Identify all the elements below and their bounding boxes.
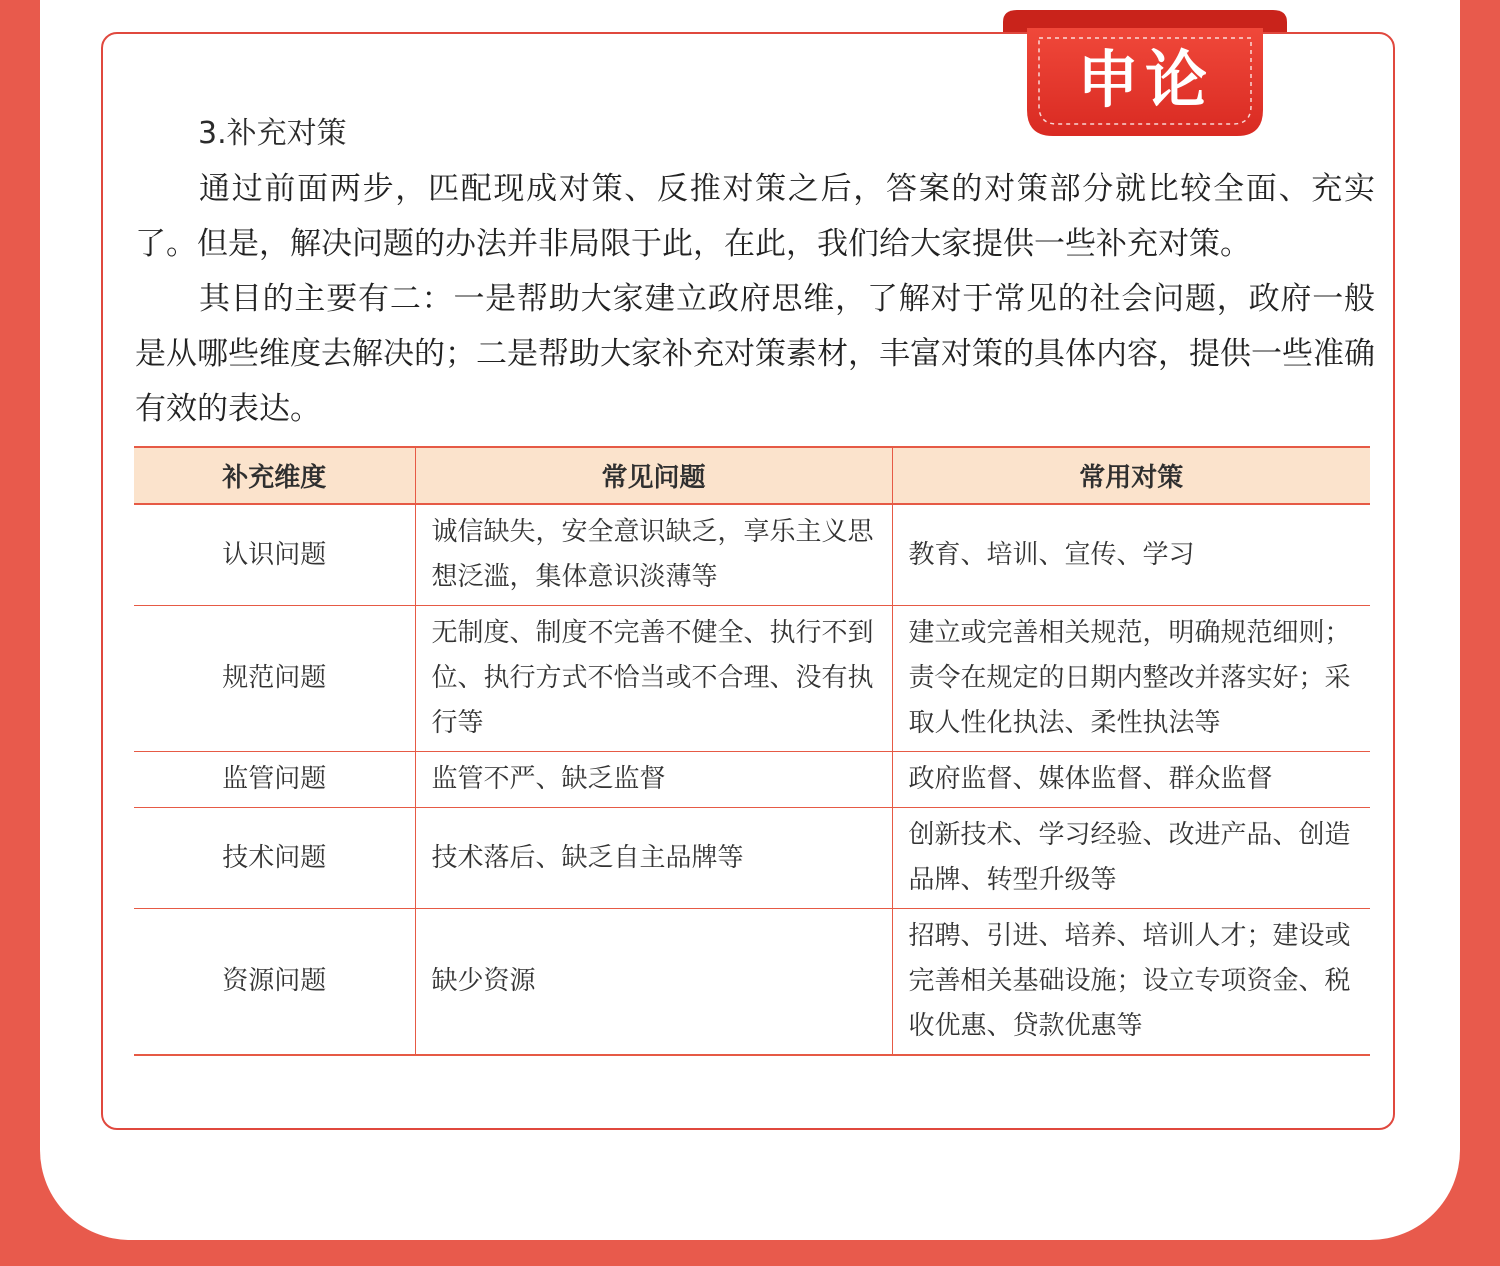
problems-cell: 技术落后、缺乏自主品牌等: [415, 808, 892, 909]
measures-cell: 政府监督、媒体监督、群众监督: [892, 752, 1370, 808]
problems-cell: 无制度、制度不完善不健全、执行不到位、执行方式不恰当或不合理、没有执行等: [415, 606, 892, 752]
problems-cell: 诚信缺失，安全意识缺乏，享乐主义思想泛滥，集体意识淡薄等: [415, 504, 892, 606]
header-problems: 常见问题: [415, 447, 892, 504]
dimension-cell: 监管问题: [134, 752, 415, 808]
measures-cell: 建立或完善相关规范，明确规范细则；责令在规定的日期内整改并落实好；采取人性化执法、柔性执法等: [892, 606, 1370, 752]
paragraph-1: 通过前面两步，匹配现成对策、反推对策之后，答案的对策部分就比较全面、充实了。但是，解决问题的办法并非局限于此，在此，我们给大家提供一些补充对策。: [135, 171, 1375, 262]
dimension-cell: 认识问题: [134, 504, 415, 606]
measures-cell: 创新技术、学习经验、改进产品、创造品牌、转型升级等: [892, 808, 1370, 909]
section-heading: 3.补充对策: [198, 116, 347, 151]
problems-cell: 监管不严、缺乏监督: [415, 752, 892, 808]
badge-label: 申论: [1076, 43, 1213, 116]
header-measures: 常用对策: [892, 447, 1370, 504]
dimension-cell: 技术问题: [134, 808, 415, 909]
header-dimension: 补充维度: [134, 447, 415, 504]
measures-cell: 招聘、引进、培养、培训人才；建设或完善相关基础设施；设立专项资金、税收优惠、贷款优惠等: [892, 909, 1370, 1056]
table-row: [134, 504, 1370, 606]
dimension-cell: 规范问题: [134, 606, 415, 752]
paragraph-2: 其目的主要有二：一是帮助大家建立政府思维，了解对于常见的社会问题，政府一般是从哪些维度去解决的；二是帮助大家补充对策素材，丰富对策的具体内容，提供一些准确有效的表达。: [135, 281, 1375, 427]
table-row: [134, 606, 1370, 752]
table-row: [134, 808, 1370, 909]
table-row: [134, 752, 1370, 808]
category-badge: [1003, 10, 1287, 152]
strategy-table: [134, 446, 1370, 1056]
dimension-cell: 资源问题: [134, 909, 415, 1056]
problems-cell: 缺少资源: [415, 909, 892, 1056]
table-row: [134, 909, 1370, 1056]
table-header-row: [134, 447, 1370, 504]
measures-cell: 教育、培训、宣传、学习: [892, 504, 1370, 606]
